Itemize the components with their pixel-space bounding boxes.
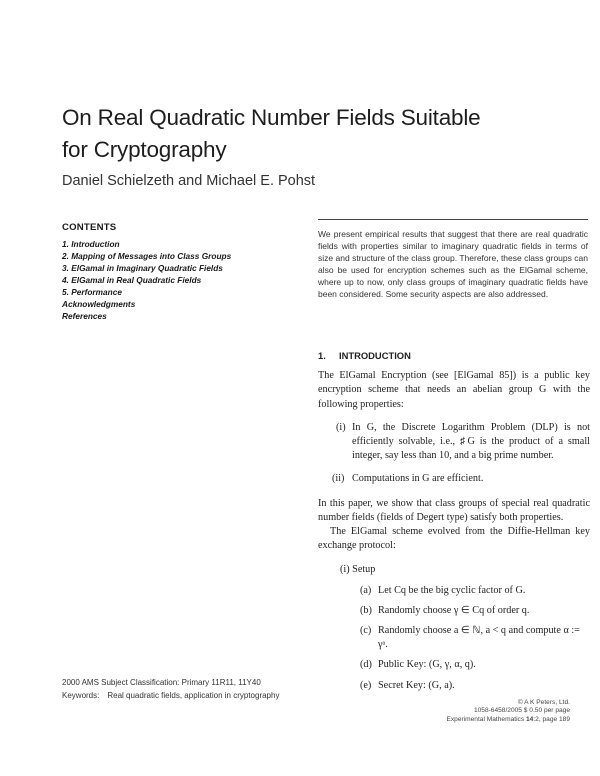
contents-box bbox=[62, 222, 302, 322]
keywords-label: Keywords: bbox=[62, 691, 100, 700]
setup-step bbox=[360, 604, 590, 618]
setup-step bbox=[360, 658, 590, 672]
setup-step bbox=[360, 624, 590, 652]
step-label: (a) bbox=[360, 584, 372, 596]
setup-label: (i) Setup bbox=[340, 564, 376, 576]
step-label: (d) bbox=[360, 659, 372, 671]
step-text: Public Key: (G, γ, α, q). bbox=[378, 659, 476, 671]
step-text: Secret Key: (G, a). bbox=[378, 679, 455, 691]
setup-step bbox=[360, 584, 590, 598]
section-title: INTRODUCTION bbox=[339, 350, 411, 361]
publisher-info bbox=[370, 699, 570, 724]
ams-classification: 2000 AMS Subject Classification: Primary 11R11, 11Y40 bbox=[62, 678, 261, 687]
setup-step bbox=[360, 679, 590, 693]
paper-title bbox=[62, 102, 542, 166]
step-label: (e) bbox=[360, 679, 372, 691]
paragraph-3: The ElGamal scheme evolved from the Diffie-Hellman key exchange protocol: bbox=[318, 526, 590, 552]
step-text: Randomly choose a ∈ ℕ, a < q and compute α := γᵃ. bbox=[378, 625, 580, 651]
contents-item: 5. Performance bbox=[62, 287, 122, 297]
abstract: We present empirical results that suggest that there are real quadratic fields with properties similar to imaginary quadratic fields in terms of size and structure of the class group. Therefore, these class groups can also be used for encryption schemes such as the ElGamal scheme, where up to now, only class groups of imaginary quadratic fields have been considered. Some security aspects are also addressed. bbox=[318, 219, 588, 300]
contents-heading: CONTENTS bbox=[62, 222, 117, 233]
title-line-2: for Cryptography bbox=[62, 137, 227, 162]
intro-paragraph: The ElGamal Encryption (see [ElGamal 85]) is a public key encryption scheme that needs an abelian group G with the following properties: bbox=[318, 370, 590, 410]
step-label: (b) bbox=[360, 604, 372, 616]
contents-item: 4. ElGamal in Real Quadratic Fields bbox=[62, 275, 202, 285]
title-line-1: On Real Quadratic Number Fields Suitable bbox=[62, 105, 481, 130]
publisher-copyright: © A K Peters, Ltd. bbox=[517, 699, 570, 706]
section-heading bbox=[318, 349, 590, 363]
contents-item: References bbox=[62, 311, 107, 321]
property-item bbox=[332, 472, 590, 486]
property-text: In G, the Discrete Logarithm Problem (DLP) is not efficiently solvable, i.e., ♯G is the product of a small integer, say less than 10, and a big prime number. bbox=[352, 421, 590, 462]
authors: Daniel Schielzeth and Michael E. Pohst bbox=[62, 173, 316, 189]
keywords-text: Real quadratic fields, application in cryptography bbox=[107, 691, 280, 700]
paragraph-2: In this paper, we show that class groups of special real quadratic number fields (fields of Degert type) satisfy both properties. bbox=[318, 497, 590, 523]
property-label: (i) bbox=[336, 421, 346, 433]
step-label: (c) bbox=[360, 625, 372, 637]
step-text: Let Cq be the big cyclic factor of G. bbox=[378, 584, 526, 596]
step-text: Randomly choose γ ∈ Cq of order q. bbox=[378, 604, 530, 616]
property-text: Computations in G are efficient. bbox=[352, 473, 484, 485]
section-number: 1. bbox=[318, 350, 326, 361]
contents-item: Acknowledgments bbox=[62, 299, 136, 309]
contents-item: 2. Mapping of Messages into Class Groups bbox=[62, 251, 232, 261]
keywords bbox=[62, 689, 312, 702]
journal-citation: Experimental Mathematics 14:2, page 189 bbox=[446, 715, 570, 723]
body-text bbox=[318, 349, 590, 693]
property-item bbox=[336, 421, 590, 464]
footnote bbox=[62, 676, 312, 702]
publisher-issn: 1058-6458/2005 $ 0.50 per page bbox=[473, 707, 570, 715]
property-label: (ii) bbox=[332, 473, 345, 485]
contents-item: 1. Introduction bbox=[62, 239, 120, 249]
contents-item: 3. ElGamal in Imaginary Quadratic Fields bbox=[62, 263, 223, 273]
